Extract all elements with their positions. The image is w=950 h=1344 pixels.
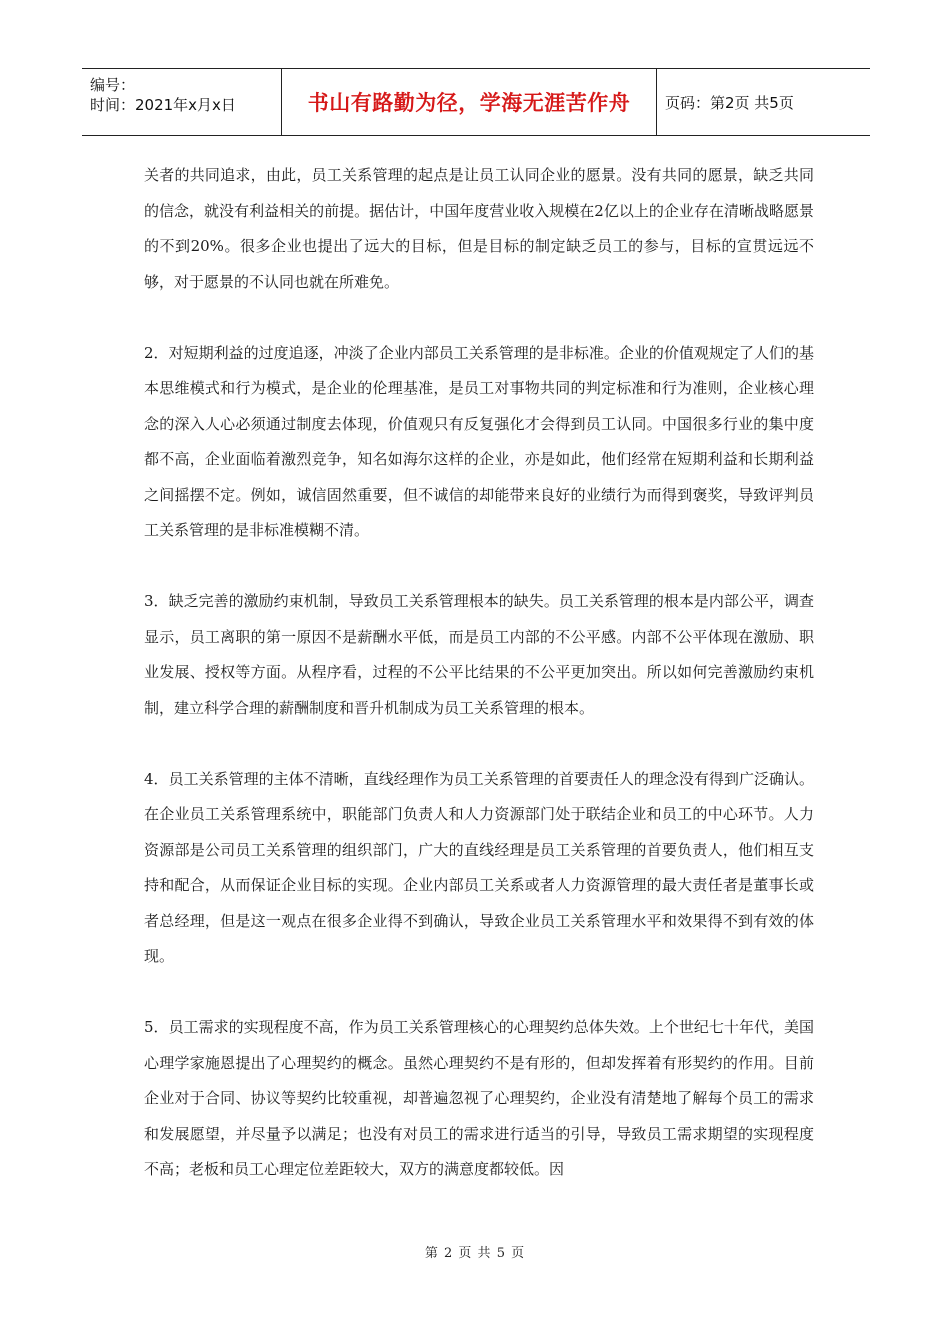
header-motto-cell <box>282 69 657 135</box>
paragraph-point-3: 3．缺乏完善的激励约束机制，导致员工关系管理根本的缺失。员工关系管理的根本是内部公平，调查显示，员工离职的第一原因不是薪酬水平低，而是员工内部的不公平感。内部不公平体现在激励、职业发展、授权等方面。从程序看，过程的不公平比结果的不公平更加突出。所以如何完善激励约束机制，建立科学合理的薪酬制度和晋升机制成为员工关系管理的根本。 <box>144 592 814 717</box>
header-motto: 书山有路勤为径，学海无涯苦作舟 <box>307 91 631 115</box>
paragraph-point-2: 2．对短期利益的过度追逐，冲淡了企业内部员工关系管理的是非标准。企业的价值观规定了人们的基本思维模式和行为模式，是企业的伦理基准，是员工对事物共同的判定标准和行为准则，企业核心理念的深入人心必须通过制度去体现，价值观只有反复强化才会得到员工认同。中国很多行业的集中度都不高，企业面临着激烈竞争，知名如海尔这样的企业，亦是如此，他们经常在短期利益和长期利益之间摇摆不定。例如，诚信固然重要，但不诚信的却能带来良好的业绩行为而得到褒奖，导致评判员工关系管理的是非标准模糊不清。 <box>144 343 814 539</box>
document-body <box>144 158 814 1188</box>
paragraph-continuation: 关者的共同追求，由此，员工关系管理的起点是让员工认同企业的愿景。没有共同的愿景，缺乏共同的信念，就没有利益相关的前提。据估计，中国年度营业收入规模在2亿以上的企业存在清晰战略愿景的不到20%。很多企业也提出了远大的目标，但是目标的制定缺乏员工的参与，目标的宣贯远远不够，对于愿景的不认同也就在所难免。 <box>144 166 814 291</box>
header-meta-cell <box>82 69 282 135</box>
header-page-cell <box>657 69 870 135</box>
document-time-label: 时间：2021年x月x日 <box>90 96 236 114</box>
page-footer: 第 2 页 共 5 页 <box>424 1246 526 1261</box>
page-header <box>82 68 870 136</box>
header-page-number: 页码：第2页 共5页 <box>665 93 794 112</box>
paragraph-point-4: 4．员工关系管理的主体不清晰，直线经理作为员工关系管理的首要责任人的理念没有得到广泛确认。在企业员工关系管理系统中，职能部门负责人和人力资源部门处于联结企业和员工的中心环节。人力资源部是公司员工关系管理的组织部门，广大的直线经理是员工关系管理的首要负责人，他们相互支持和配合，从而保证企业目标的实现。企业内部员工关系或者人力资源管理的最大责任者是董事长或者总经理，但是这一观点在很多企业得不到确认，导致企业员工关系管理水平和效果得不到有效的体现。 <box>144 769 814 965</box>
document-number-label: 编号： <box>90 76 136 94</box>
paragraph-point-5: 5．员工需求的实现程度不高，作为员工关系管理核心的心理契约总体失效。上个世纪七十年代，美国心理学家施恩提出了心理契约的概念。虽然心理契约不是有形的，但却发挥着有形契约的作用。目前企业对于合同、协议等契约比较重视，却普遍忽视了心理契约，企业没有清楚地了解每个员工的需求和发展愿望，并尽量予以满足；也没有对员工的需求进行适当的引导，导致员工需求期望的实现程度不高；老板和员工心理定位差距较大，双方的满意度都较低。因 <box>144 1018 814 1178</box>
